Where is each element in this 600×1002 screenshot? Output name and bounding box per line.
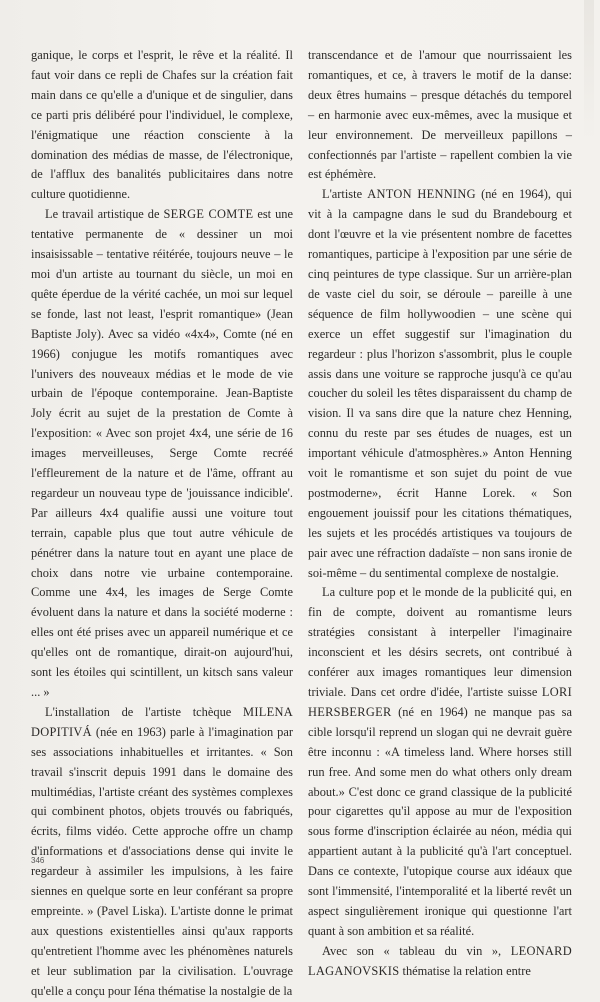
paragraph xyxy=(308,942,572,982)
page-number: 346 xyxy=(31,856,45,865)
paragraph-text: Avec son « tableau du vin », xyxy=(322,943,511,958)
paragraph xyxy=(308,46,572,185)
paragraph xyxy=(308,583,572,941)
page-edge-shadow xyxy=(584,0,594,140)
paragraph xyxy=(31,205,293,703)
paragraph xyxy=(308,185,572,583)
artist-name: MILENA DOPITIVÁ xyxy=(31,704,293,739)
right-text-column xyxy=(308,46,572,982)
artist-name: LORI HERSBERGER xyxy=(308,685,572,719)
paragraph-text: ganique, le corps et l'esprit, le rêve et la réalité. Il faut voir dans ce repli de Chafes sur la création fait main dans ce qu'elle a d'unique et de singulier, dans ce parti pris délibéré pour l'individuel, le complexe, l'énigmatique une réaction consciente à la domination des médias de masse, de l'électronique, de l'afflux des banalités publicitaires dans notre culture quotidienne. xyxy=(31,48,293,202)
paragraph xyxy=(31,703,293,1002)
paragraph-text: est une tentative permanente de « dessiner un moi insaisissable – tentative réitérée, toujours neuve – le moi d'un artiste au tournant du siècle, un moi en quête éperdue de la vérité cachée, un moi sur lequel se fonde, last not least, l'esprit romantique» (Jean Baptiste Joly). Avec sa vidéo «4x4», Comte (né en 1966) conjugue les motifs romantiques avec l'univers des nouveaux médias et le mode de vie urbain de l'époque contemporaine. Jean-Baptiste Joly écrit au sujet de la prestation de Comte à l'exposition: « Avec son projet 4x4, une série de 16 images merveilleuses, Serge Comte recréé l'effleurement de la nature et de l'âme, offrant au regardeur un nouveau type de 'jouissance indicible'. Par ailleurs 4x4 qualifie aussi une voiture tout terrain, capable plus que tout autre véhicule de pénétrer dans la nature tout en ayant une place de choix dans notre vie urbaine contemporaine. Comme une 4x4, les images de Serge Comte évoluent dans la nature et dans la société moderne : elles ont été prises avec un appareil numérique et ce qu'elles ont de romantique, dirait-on aujourd'hui, sont les étoiles qui scintillent, un kitsch sans valeur ... » xyxy=(31,207,293,699)
paragraph-text: L'installation de l'artiste tchèque xyxy=(45,704,244,719)
artist-name: SERGE COMTE xyxy=(163,207,254,222)
left-text-column xyxy=(31,46,293,1002)
artist-name: ANTON HENNING xyxy=(367,187,476,202)
paragraph-text: Le travail artistique de xyxy=(45,207,164,222)
paragraph-text: (née en 1963) parle à l'imagination par ses associations inhabituelles et irritantes. « Son travail s'inscrit depuis 1991 dans le domaine des multimédias, l'artiste créant des systèmes complexes qui combinent photos, objets trouvés ou fabriqués, écrits, films vidéo. Cette approche offre un champ d'informations et d'associations dense qui invite le regardeur à assimiler les impulsions, à les faire siennes en quelque sorte en leur conférant sa propre empreinte. » (Pavel Liska). L'artiste donne le primat aux questions existentielles ainsi qu'aux rapports qu'entretient l'homme avec les phénomènes naturels et leur sublimation par la civilisation. L'ouvrage qu'elle a conçu pour Iéna thématise la nostalgie de la xyxy=(31,724,293,998)
artist-name: LEONARD LAGANOVSKIS xyxy=(308,943,572,978)
paragraph-text: (né en 1964) ne manque pas sa cible lorsqu'il reprend un slogan qui ne devrait guère être inconnu : «A timeless land. Where horses still run free. And some men do what others only dream about.» C'est donc ce grand classique de la publicité pour cigarettes qu'il appose au mur de l'exposition sous forme d'inscription éclairée au néon, média qui appartient autant à la publicité qu'à l'art conceptuel. Dans ce contexte, l'utopique course aux idéaux que sont l'immensité, l'intemporalité et la liberté revêt un aspect singulièrement ironique qui questionne l'art quant à son ambition et sa réalité. xyxy=(308,704,572,938)
paragraph-text: La culture pop et le monde de la publicité qui, en fin de compte, doivent au romantisme leurs stratégies consistant à interpeller l'imaginaire inconscient et les désirs secrets, ont contribué à conférer aux images romantiques leur dimension triviale. Dans cet ordre d'idée, l'artiste suisse xyxy=(308,585,572,699)
paragraph-text: thématise la relation entre xyxy=(399,963,531,978)
paragraph xyxy=(31,46,293,205)
paragraph-text: transcendance et de l'amour que nourrissaient les romantiques, et ce, à travers le motif de la danse: deux êtres humains – presque détachés du temporel – en harmonie avec eux-mêmes, avec la musique et leur environnement. De merveilleux papillons – confectionnés par l'artiste – rapellent combien la vie est éphémère. xyxy=(308,48,572,182)
paragraph-text: L'artiste xyxy=(322,187,368,202)
paragraph-text: (né en 1964), qui vit à la campagne dans le sud du Brandebourg et dont l'œuvre et la vie présentent nombre de facettes romantiques, participe à l'exposition par une série de cinq peintures de type classique. Sur un arrière-plan de vaste ciel du soir, se déroule – pareille à une séquence de film hollywoodien – une scène qui exerce un effet suggestif sur l'imagination du regardeur : plus l'horizon s'assombrit, plus le couple assis dans une voiture se rapproche jusqu'à ce qu'au coucher du soleil les têtes disparaissent du champ de vision. Il va sans dire que la nature chez Henning, connu du reste par ses études de nuages, est un important véhicule d'atmosphères.» Anton Henning voit le romantisme et son sujet du point de vue postmoderne», écrit Hanne Lorek. « Son engouement jouissif pour les citations thématiques, les sujets et les procédés artistiques va toujours de pair avec une réfraction dadaïste – non sans ironie de soi-même – du sentimental complexe de nostalgie. xyxy=(308,187,572,580)
